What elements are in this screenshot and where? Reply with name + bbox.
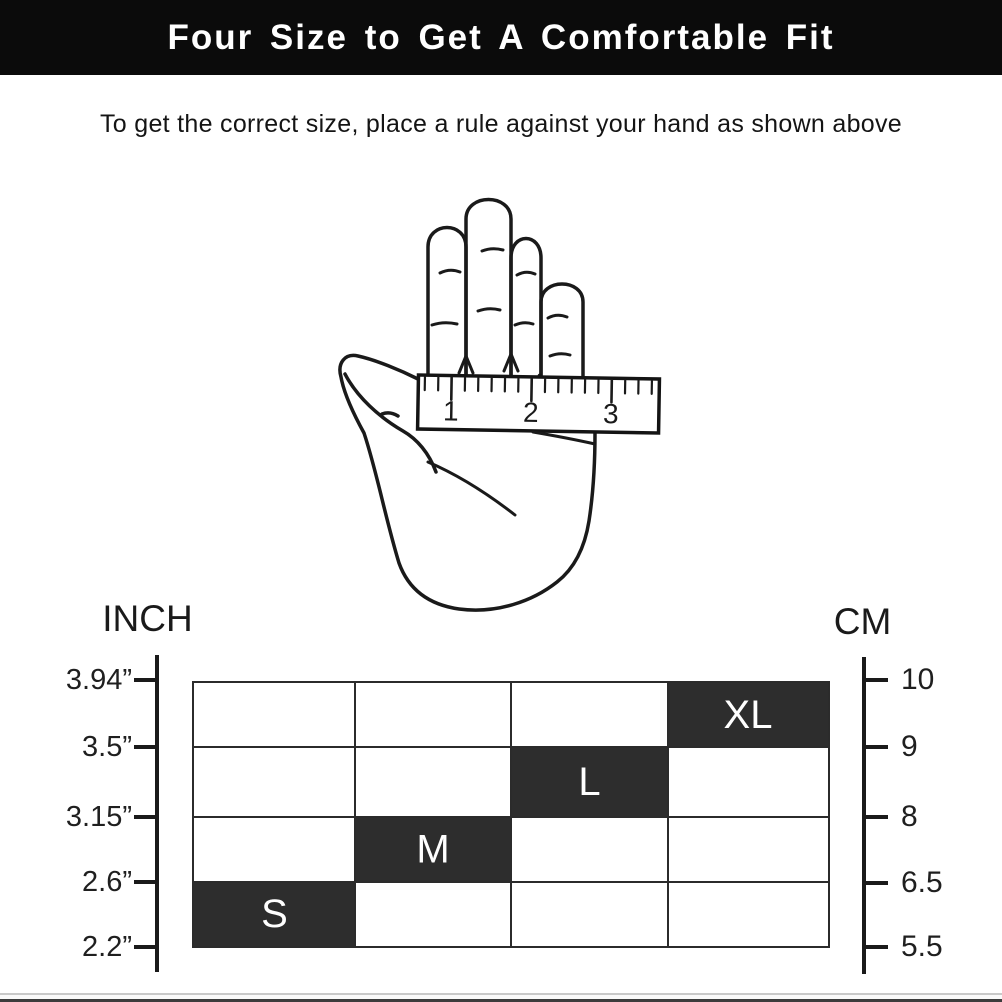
cm-tick-2 xyxy=(866,745,888,749)
inch-tick-4 xyxy=(134,880,156,884)
size-label-m: M xyxy=(416,827,450,872)
ruler-number-2: 2 xyxy=(522,396,539,429)
inch-tick-label-2: 3.5” xyxy=(82,731,132,763)
inch-axis-title: INCH xyxy=(102,598,193,639)
page-title: Four Size to Get A Comfortable Fit xyxy=(167,17,835,57)
size-label-xl: XL xyxy=(723,693,773,737)
cm-tick-label-5: 5.5 xyxy=(901,930,943,963)
cm-tick-3 xyxy=(866,815,888,819)
size-grid xyxy=(192,681,830,948)
ruler-number-3: 3 xyxy=(602,398,619,430)
cm-tick-label-1: 10 xyxy=(901,663,935,696)
inch-tick-5 xyxy=(134,945,156,949)
ruler xyxy=(418,375,660,433)
size-label-s: S xyxy=(261,892,288,936)
inch-tick-1 xyxy=(134,678,156,682)
cm-axis-title: CM xyxy=(833,601,892,642)
inch-tick-2 xyxy=(134,745,156,749)
bottom-separator-band xyxy=(0,993,1002,1002)
inch-tick-label-4: 2.6” xyxy=(82,866,132,898)
instruction-text: To get the correct size, place a rule against your hand as shown above xyxy=(99,110,903,138)
knuckle-creases xyxy=(432,249,570,373)
inch-tick-label-1: 3.94” xyxy=(65,664,132,696)
size-label-l: L xyxy=(578,760,601,804)
cm-tick-4 xyxy=(866,881,888,885)
cm-tick-1 xyxy=(866,678,888,682)
hand-ruler-illustration xyxy=(300,170,700,620)
cm-tick-label-4: 6.5 xyxy=(901,866,943,899)
palm-creases xyxy=(428,432,595,515)
cm-tick-label-2: 9 xyxy=(901,730,918,763)
index-finger xyxy=(428,228,466,387)
top-banner xyxy=(0,0,1002,75)
inch-tick-3 xyxy=(134,815,156,819)
inch-axis-line xyxy=(155,655,159,972)
fingers-drawing xyxy=(428,200,583,387)
inch-tick-label-5: 2.2” xyxy=(82,931,132,963)
pinky-finger xyxy=(541,284,583,386)
middle-finger xyxy=(466,200,511,387)
ruler-number-1: 1 xyxy=(442,395,459,427)
cm-tick-5 xyxy=(866,945,888,949)
inch-tick-label-3: 3.15” xyxy=(65,801,132,833)
cm-tick-label-3: 8 xyxy=(901,800,918,833)
